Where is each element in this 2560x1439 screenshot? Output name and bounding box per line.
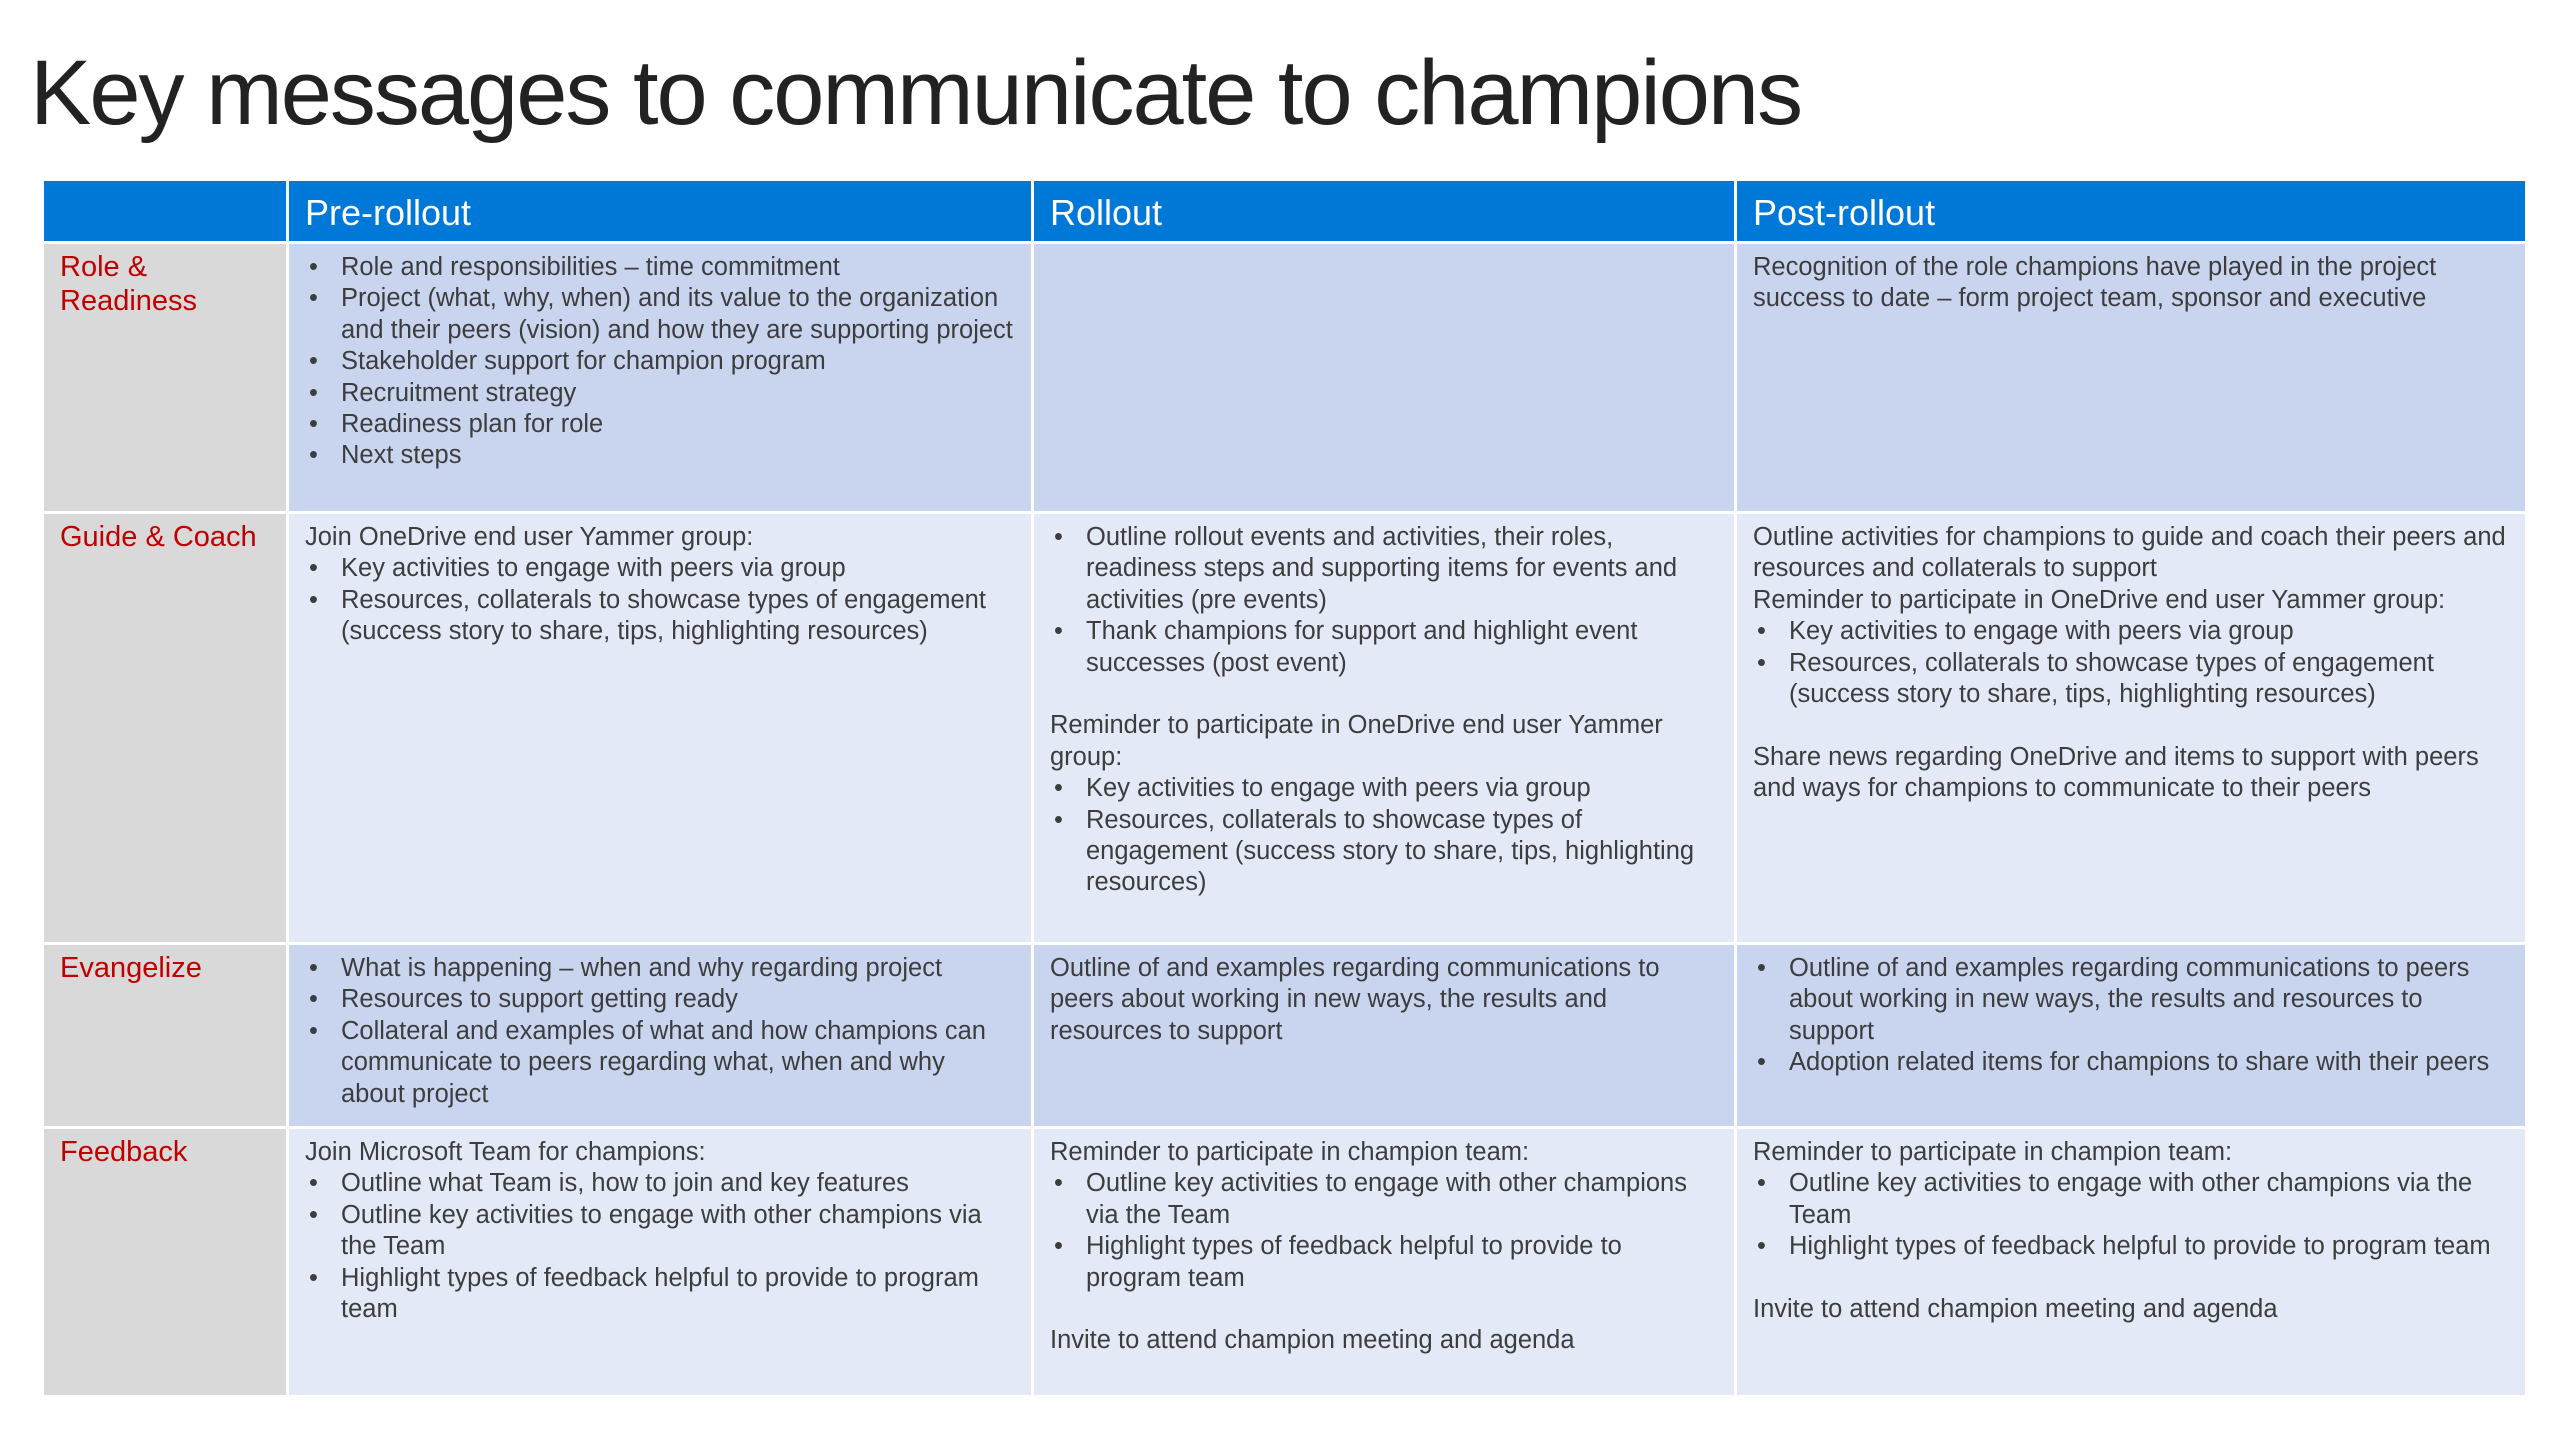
cell-intro: Join Microsoft Team for champions: [305,1138,706,1166]
row-label-text: Evangelize [60,952,202,984]
list-item: • Resources, collaterals to showcase types of engagement (success story to share, tips, highlighting resources) [305,585,1015,648]
list-item: • Outline key activities to engage with other champions via the Team [305,1200,1015,1263]
cell-intro: Reminder to participate in champion team: [1050,1138,1530,1166]
bullet-list [1753,616,2509,710]
slide-title: Key messages to communicate to champions [30,42,1802,144]
header-row [43,180,2527,243]
bullet-list [1050,773,1718,899]
list-item: • Outline key activities to engage with other champions via the Team [1753,1168,2509,1231]
cell-intro: Outline activities for champions to guide and coach their peers and resources and collaterals to support [1753,523,2506,583]
header-pre-rollout: Pre-rollout [288,180,1033,243]
cell-evangelize-post-rollout [1736,944,2527,1128]
list-item: • Thank champions for support and highlight event successes (post event) [1050,616,1718,679]
cell-feedback-rollout [1033,1128,1736,1397]
cell-note: Reminder to participate in OneDrive end user Yammer group: [1753,585,2446,614]
list-item: • Highlight types of feedback helpful to provide to program team [1753,1231,2509,1262]
cell-intro: Reminder to participate in champion team: [1753,1138,2233,1166]
list-item: • Key activities to engage with peers via group [305,553,1015,584]
cell-outro: Share news regarding OneDrive and items to support with peers and ways for champions to communicate to their peers [1753,742,2479,803]
list-item: • Readiness plan for role [305,409,1015,440]
cell-guide-coach-rollout [1033,513,1736,944]
list-item: • Stakeholder support for champion program [305,346,1015,377]
table-row-guide-coach [43,513,2527,944]
list-item: • Resources to support getting ready [305,984,1015,1015]
list-item: • Resources, collaterals to showcase types of engagement (success story to share, tips, highlighting resources) [1050,805,1718,899]
list-item: • Collateral and examples of what and how champions can communicate to peers regarding what, when and why about project [305,1016,1015,1110]
header-corner [43,180,288,243]
cell-guide-coach-post-rollout [1736,513,2527,944]
row-label-guide-coach [43,513,288,944]
cell-text: Outline of and examples regarding communications to peers about working in new ways, the results and resources to support [1050,954,1660,1045]
list-item: • Key activities to engage with peers via group [1050,773,1718,804]
list-item: • Highlight types of feedback helpful to provide to program team [1050,1231,1718,1294]
cell-outro: Invite to attend champion meeting and agenda [1050,1326,1575,1355]
bullet-list [1753,953,2509,1079]
bullet-list [1753,1168,2509,1262]
bullet-list [305,1168,1015,1325]
list-item: • Adoption related items for champions to share with their peers [1753,1047,2509,1078]
cell-role-readiness-pre-rollout [288,243,1033,513]
cell-role-readiness-post-rollout [1736,243,2527,513]
list-item: • Outline what Team is, how to join and key features [305,1168,1015,1199]
cell-role-readiness-rollout [1033,243,1736,513]
row-label-evangelize [43,944,288,1128]
cell-evangelize-rollout [1033,944,1736,1128]
cell-text: Recognition of the role champions have played in the project success to date – form project team, sponsor and executive [1753,253,2437,313]
cell-intro: Join OneDrive end user Yammer group: [305,523,754,551]
cell-note: Reminder to participate in OneDrive end user Yammer group: [1050,711,1663,771]
row-label-text: Feedback [60,1136,188,1168]
row-label-text: Guide & Coach [60,521,257,553]
cell-evangelize-pre-rollout [288,944,1033,1128]
bullet-list [305,252,1015,472]
bullet-list [305,553,1015,647]
bullet-list [1050,522,1718,679]
list-item: • Project (what, why, when) and its value to the organization and their peers (vision) and how they are supporting project [305,283,1015,346]
list-item: • Highlight types of feedback helpful to provide to program team [305,1263,1015,1326]
list-item: • Outline key activities to engage with other champions via the Team [1050,1168,1718,1231]
cell-feedback-post-rollout [1736,1128,2527,1397]
table-row-feedback [43,1128,2527,1397]
cell-feedback-pre-rollout [288,1128,1033,1397]
bullet-list [1050,1168,1718,1294]
cell-outro: Invite to attend champion meeting and agenda [1753,1295,2278,1324]
list-item: • Next steps [305,440,1015,471]
row-label-role-readiness [43,243,288,513]
list-item: • Outline of and examples regarding communications to peers about working in new ways, the results and resources to support [1753,953,2509,1047]
bullet-list [305,953,1015,1110]
list-item: • Key activities to engage with peers via group [1753,616,2509,647]
list-item: • Recruitment strategy [305,378,1015,409]
cell-guide-coach-pre-rollout [288,513,1033,944]
list-item: • Outline rollout events and activities, their roles, readiness steps and supporting items for events and activities (pre events) [1050,522,1718,616]
row-label-feedback [43,1128,288,1397]
list-item: • Role and responsibilities – time commitment [305,252,1015,283]
list-item: • What is happening – when and why regarding project [305,953,1015,984]
key-messages-table [41,178,2528,1398]
row-label-text: Role & Readiness [60,251,198,317]
table-row-evangelize [43,944,2527,1128]
table-row-role-readiness [43,243,2527,513]
header-post-rollout: Post-rollout [1736,180,2527,243]
header-rollout: Rollout [1033,180,1736,243]
list-item: • Resources, collaterals to showcase types of engagement (success story to share, tips, highlighting resources) [1753,648,2509,711]
